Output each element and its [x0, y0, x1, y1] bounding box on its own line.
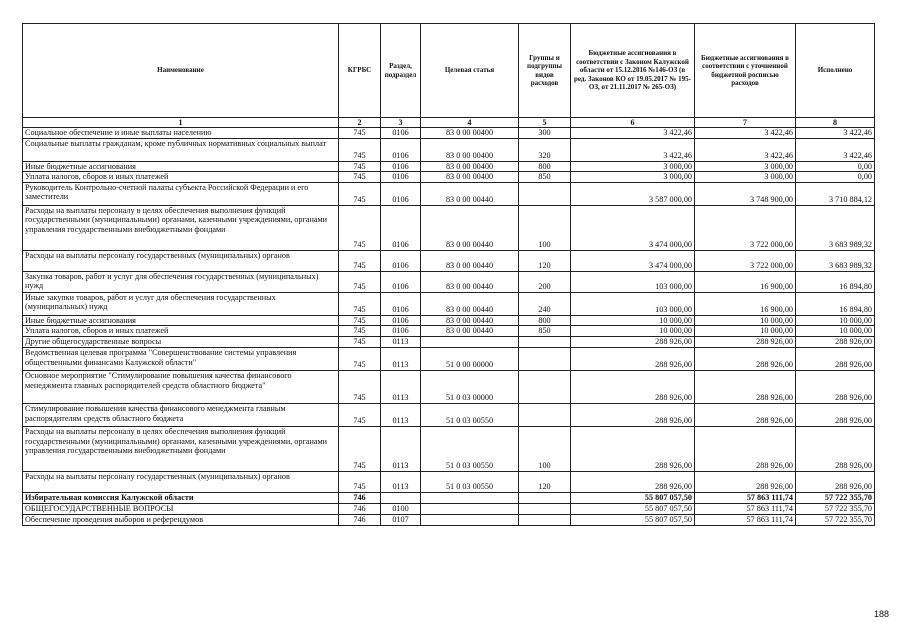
header-row — [23, 24, 875, 118]
section-cell: 0106 — [381, 172, 421, 183]
kgrbs-cell: 745 — [339, 172, 381, 183]
row-name-cell: Ведомственная целевая программа "Совершенствование системы управления общественными финансами Калужской области" — [23, 347, 339, 370]
approved-amount-cell: 10 000,00 — [571, 315, 695, 326]
group-cell — [519, 336, 571, 347]
table-row — [23, 492, 875, 503]
target-cell — [421, 514, 519, 525]
refined-amount-cell: 288 926,00 — [695, 370, 796, 403]
section-cell: 0106 — [381, 161, 421, 172]
group-cell: 300 — [519, 128, 571, 139]
kgrbs-cell: 745 — [339, 182, 381, 205]
table-row — [23, 471, 875, 492]
column-number: 7 — [695, 118, 796, 128]
refined-amount-cell: 3 000,00 — [695, 172, 796, 183]
header-kgrbs: КГРБС — [339, 24, 381, 118]
section-cell: 0100 — [381, 503, 421, 514]
target-cell: 83 0 00 00440 — [421, 182, 519, 205]
approved-amount-cell: 3 000,00 — [571, 161, 695, 172]
refined-amount-cell: 16 900,00 — [695, 271, 796, 292]
table-row — [23, 514, 875, 525]
target-cell — [421, 336, 519, 347]
approved-amount-cell: 3 587 000,00 — [571, 182, 695, 205]
table-row — [23, 503, 875, 514]
executed-amount-cell: 3 683 989,32 — [796, 205, 875, 250]
group-cell: 120 — [519, 471, 571, 492]
executed-amount-cell: 57 722 355,70 — [796, 492, 875, 503]
approved-amount-cell: 288 926,00 — [571, 426, 695, 471]
group-cell: 850 — [519, 326, 571, 337]
row-name-cell: Иные закупки товаров, работ и услуг для обеспечения государственных (муниципальных) нужд — [23, 292, 339, 315]
header-name: Наименование — [23, 24, 339, 118]
page-number: 188 — [874, 609, 890, 619]
approved-amount-cell: 288 926,00 — [571, 347, 695, 370]
executed-amount-cell: 3 710 884,12 — [796, 182, 875, 205]
target-cell: 83 0 00 00400 — [421, 128, 519, 139]
executed-amount-cell: 3 422,46 — [796, 128, 875, 139]
executed-amount-cell: 16 894,80 — [796, 271, 875, 292]
approved-amount-cell: 288 926,00 — [571, 471, 695, 492]
kgrbs-cell: 745 — [339, 205, 381, 250]
row-name-cell: Расходы на выплаты персоналу в целях обеспечения выполнения функций государственными (муниципальными) органами, казенными учреждениями, органами управления государственными внебюджетными фондами — [23, 205, 339, 250]
row-name-cell: Расходы на выплаты персоналу в целях обеспечения выполнения функций государственными (муниципальными) органами, казенными учреждениями, органами управления государственными внебюджетными фондами — [23, 426, 339, 471]
group-cell: 800 — [519, 315, 571, 326]
header-group: Группы и подгруппы видов расходов — [519, 24, 571, 118]
table-row — [23, 326, 875, 337]
kgrbs-cell: 745 — [339, 426, 381, 471]
budget-table — [22, 23, 875, 526]
refined-amount-cell: 288 926,00 — [695, 426, 796, 471]
target-cell: 51 0 03 00550 — [421, 403, 519, 426]
section-cell: 0113 — [381, 471, 421, 492]
kgrbs-cell: 745 — [339, 347, 381, 370]
refined-amount-cell: 288 926,00 — [695, 471, 796, 492]
target-cell: 51 0 03 00550 — [421, 426, 519, 471]
kgrbs-cell: 745 — [339, 271, 381, 292]
group-cell: 320 — [519, 138, 571, 161]
table-body — [23, 128, 875, 526]
kgrbs-cell: 745 — [339, 128, 381, 139]
table-row — [23, 182, 875, 205]
refined-amount-cell: 3 422,46 — [695, 128, 796, 139]
row-name-cell: Закупка товаров, работ и услуг для обеспечения государственных (муниципальных) нужд — [23, 271, 339, 292]
group-cell: 100 — [519, 426, 571, 471]
group-cell: 100 — [519, 205, 571, 250]
target-cell: 83 0 00 00400 — [421, 138, 519, 161]
kgrbs-cell: 745 — [339, 471, 381, 492]
group-cell: 120 — [519, 250, 571, 271]
kgrbs-cell: 745 — [339, 336, 381, 347]
target-cell: 51 0 03 00550 — [421, 471, 519, 492]
table-row — [23, 250, 875, 271]
column-number-row — [23, 118, 875, 128]
section-cell: 0113 — [381, 370, 421, 403]
executed-amount-cell: 3 683 989,32 — [796, 250, 875, 271]
section-cell: 0106 — [381, 182, 421, 205]
row-name-cell: Расходы на выплаты персоналу государственных (муниципальных) органов — [23, 471, 339, 492]
section-cell: 0107 — [381, 514, 421, 525]
target-cell: 83 0 00 00400 — [421, 172, 519, 183]
section-cell: 0106 — [381, 250, 421, 271]
executed-amount-cell: 10 000,00 — [796, 326, 875, 337]
group-cell: 850 — [519, 172, 571, 183]
target-cell: 83 0 00 00440 — [421, 326, 519, 337]
target-cell: 83 0 00 00440 — [421, 205, 519, 250]
kgrbs-cell: 745 — [339, 138, 381, 161]
section-cell: 0106 — [381, 315, 421, 326]
row-name-cell: Уплата налогов, сборов и иных платежей — [23, 172, 339, 183]
table-row — [23, 403, 875, 426]
table-row — [23, 336, 875, 347]
group-cell — [519, 514, 571, 525]
column-number: 6 — [571, 118, 695, 128]
header-target: Целевая статья — [421, 24, 519, 118]
group-cell: 240 — [519, 292, 571, 315]
table-row — [23, 315, 875, 326]
section-cell: 0113 — [381, 426, 421, 471]
executed-amount-cell: 288 926,00 — [796, 403, 875, 426]
group-cell — [519, 370, 571, 403]
group-cell: 200 — [519, 271, 571, 292]
approved-amount-cell: 288 926,00 — [571, 336, 695, 347]
executed-amount-cell: 288 926,00 — [796, 471, 875, 492]
table-row — [23, 426, 875, 471]
refined-amount-cell: 16 900,00 — [695, 292, 796, 315]
target-cell: 83 0 00 00440 — [421, 292, 519, 315]
executed-amount-cell: 57 722 355,70 — [796, 514, 875, 525]
executed-amount-cell: 0,00 — [796, 161, 875, 172]
group-cell — [519, 503, 571, 514]
target-cell: 83 0 00 00440 — [421, 250, 519, 271]
table-row — [23, 347, 875, 370]
executed-amount-cell: 288 926,00 — [796, 370, 875, 403]
target-cell: 83 0 00 00400 — [421, 161, 519, 172]
refined-amount-cell: 57 863 111,74 — [695, 503, 796, 514]
target-cell: 51 0 00 00000 — [421, 347, 519, 370]
column-number: 8 — [796, 118, 875, 128]
header-approved: Бюджетные ассигнования в соответствии с Законом Калужской области от 15.12.2016 №146-ОЗ (в ред. Законов КО от 19.05.2017 № 195-ОЗ, от 21.11.2017 № 265-ОЗ) — [571, 24, 695, 118]
table-row — [23, 271, 875, 292]
refined-amount-cell: 3 722 000,00 — [695, 250, 796, 271]
row-name-cell: Другие общегосударственные вопросы — [23, 336, 339, 347]
executed-amount-cell: 288 926,00 — [796, 347, 875, 370]
target-cell: 51 0 03 00000 — [421, 370, 519, 403]
approved-amount-cell: 103 000,00 — [571, 292, 695, 315]
header-section: Раздел, подраздел — [381, 24, 421, 118]
column-number: 3 — [381, 118, 421, 128]
row-name-cell: Стимулирование повышения качества финансового менеджмента главным распорядителям средств областного бюджета — [23, 403, 339, 426]
table-row — [23, 370, 875, 403]
group-cell: 800 — [519, 161, 571, 172]
executed-amount-cell: 57 722 355,70 — [796, 503, 875, 514]
refined-amount-cell: 57 863 111,74 — [695, 514, 796, 525]
section-cell: 0113 — [381, 403, 421, 426]
kgrbs-cell: 745 — [339, 315, 381, 326]
executed-amount-cell: 3 422,46 — [796, 138, 875, 161]
approved-amount-cell: 55 807 057,50 — [571, 503, 695, 514]
section-cell: 0106 — [381, 271, 421, 292]
row-name-cell: Уплата налогов, сборов и иных платежей — [23, 326, 339, 337]
table-row — [23, 205, 875, 250]
row-name-cell: Иные бюджетные ассигнования — [23, 315, 339, 326]
section-cell: 0113 — [381, 347, 421, 370]
executed-amount-cell: 16 894,80 — [796, 292, 875, 315]
target-cell: 83 0 00 00440 — [421, 315, 519, 326]
refined-amount-cell: 288 926,00 — [695, 347, 796, 370]
approved-amount-cell: 55 807 057,50 — [571, 492, 695, 503]
group-cell — [519, 347, 571, 370]
target-cell — [421, 492, 519, 503]
table-row — [23, 161, 875, 172]
column-number: 1 — [23, 118, 339, 128]
approved-amount-cell: 10 000,00 — [571, 326, 695, 337]
section-cell: 0106 — [381, 292, 421, 315]
column-number: 4 — [421, 118, 519, 128]
executed-amount-cell: 0,00 — [796, 172, 875, 183]
approved-amount-cell: 55 807 057,50 — [571, 514, 695, 525]
refined-amount-cell: 3 748 900,00 — [695, 182, 796, 205]
kgrbs-cell: 746 — [339, 514, 381, 525]
approved-amount-cell: 288 926,00 — [571, 403, 695, 426]
row-name-cell: Иные бюджетные ассигнования — [23, 161, 339, 172]
approved-amount-cell: 3 474 000,00 — [571, 205, 695, 250]
approved-amount-cell: 3 422,46 — [571, 128, 695, 139]
approved-amount-cell: 288 926,00 — [571, 370, 695, 403]
refined-amount-cell: 10 000,00 — [695, 315, 796, 326]
table-row — [23, 292, 875, 315]
row-name-cell: ОБЩЕГОСУДАРСТВЕННЫЕ ВОПРОСЫ — [23, 503, 339, 514]
header-refined: Бюджетные ассигнования в соответствии с уточненной бюджетной росписью расходов — [695, 24, 796, 118]
row-name-cell: Основное мероприятие "Стимулирование повышения качества финансового менеджмента главных распорядителей средств областного бюджета" — [23, 370, 339, 403]
approved-amount-cell: 103 000,00 — [571, 271, 695, 292]
row-name-cell: Руководитель Контрольно-счетной палаты субъекта Российской Федерации и его заместители — [23, 182, 339, 205]
kgrbs-cell: 746 — [339, 492, 381, 503]
group-cell — [519, 492, 571, 503]
refined-amount-cell: 288 926,00 — [695, 403, 796, 426]
approved-amount-cell: 3 474 000,00 — [571, 250, 695, 271]
refined-amount-cell: 3 422,46 — [695, 138, 796, 161]
table-row — [23, 128, 875, 139]
kgrbs-cell: 745 — [339, 161, 381, 172]
approved-amount-cell: 3 422,46 — [571, 138, 695, 161]
row-name-cell: Избирательная комиссия Калужской области — [23, 492, 339, 503]
target-cell — [421, 503, 519, 514]
refined-amount-cell: 3 722 000,00 — [695, 205, 796, 250]
kgrbs-cell: 745 — [339, 250, 381, 271]
column-number: 5 — [519, 118, 571, 128]
section-cell: 0106 — [381, 138, 421, 161]
kgrbs-cell: 745 — [339, 292, 381, 315]
refined-amount-cell: 288 926,00 — [695, 336, 796, 347]
executed-amount-cell: 10 000,00 — [796, 315, 875, 326]
group-cell — [519, 403, 571, 426]
section-cell: 0106 — [381, 326, 421, 337]
kgrbs-cell: 746 — [339, 503, 381, 514]
refined-amount-cell: 57 863 111,74 — [695, 492, 796, 503]
target-cell: 83 0 00 00440 — [421, 271, 519, 292]
column-number: 2 — [339, 118, 381, 128]
table-row — [23, 138, 875, 161]
section-cell: 0106 — [381, 128, 421, 139]
section-cell: 0106 — [381, 205, 421, 250]
refined-amount-cell: 10 000,00 — [695, 326, 796, 337]
row-name-cell: Социальное обеспечение и иные выплаты населению — [23, 128, 339, 139]
kgrbs-cell: 745 — [339, 403, 381, 426]
header-executed: Исполнено — [796, 24, 875, 118]
group-cell — [519, 182, 571, 205]
table-row — [23, 172, 875, 183]
executed-amount-cell: 288 926,00 — [796, 426, 875, 471]
executed-amount-cell: 288 926,00 — [796, 336, 875, 347]
row-name-cell: Обеспечение проведения выборов и референдумов — [23, 514, 339, 525]
refined-amount-cell: 3 000,00 — [695, 161, 796, 172]
section-cell — [381, 492, 421, 503]
approved-amount-cell: 3 000,00 — [571, 172, 695, 183]
section-cell: 0113 — [381, 336, 421, 347]
kgrbs-cell: 745 — [339, 326, 381, 337]
row-name-cell: Социальные выплаты гражданам, кроме публичных нормативных социальных выплат — [23, 138, 339, 161]
kgrbs-cell: 745 — [339, 370, 381, 403]
row-name-cell: Расходы на выплаты персоналу государственных (муниципальных) органов — [23, 250, 339, 271]
